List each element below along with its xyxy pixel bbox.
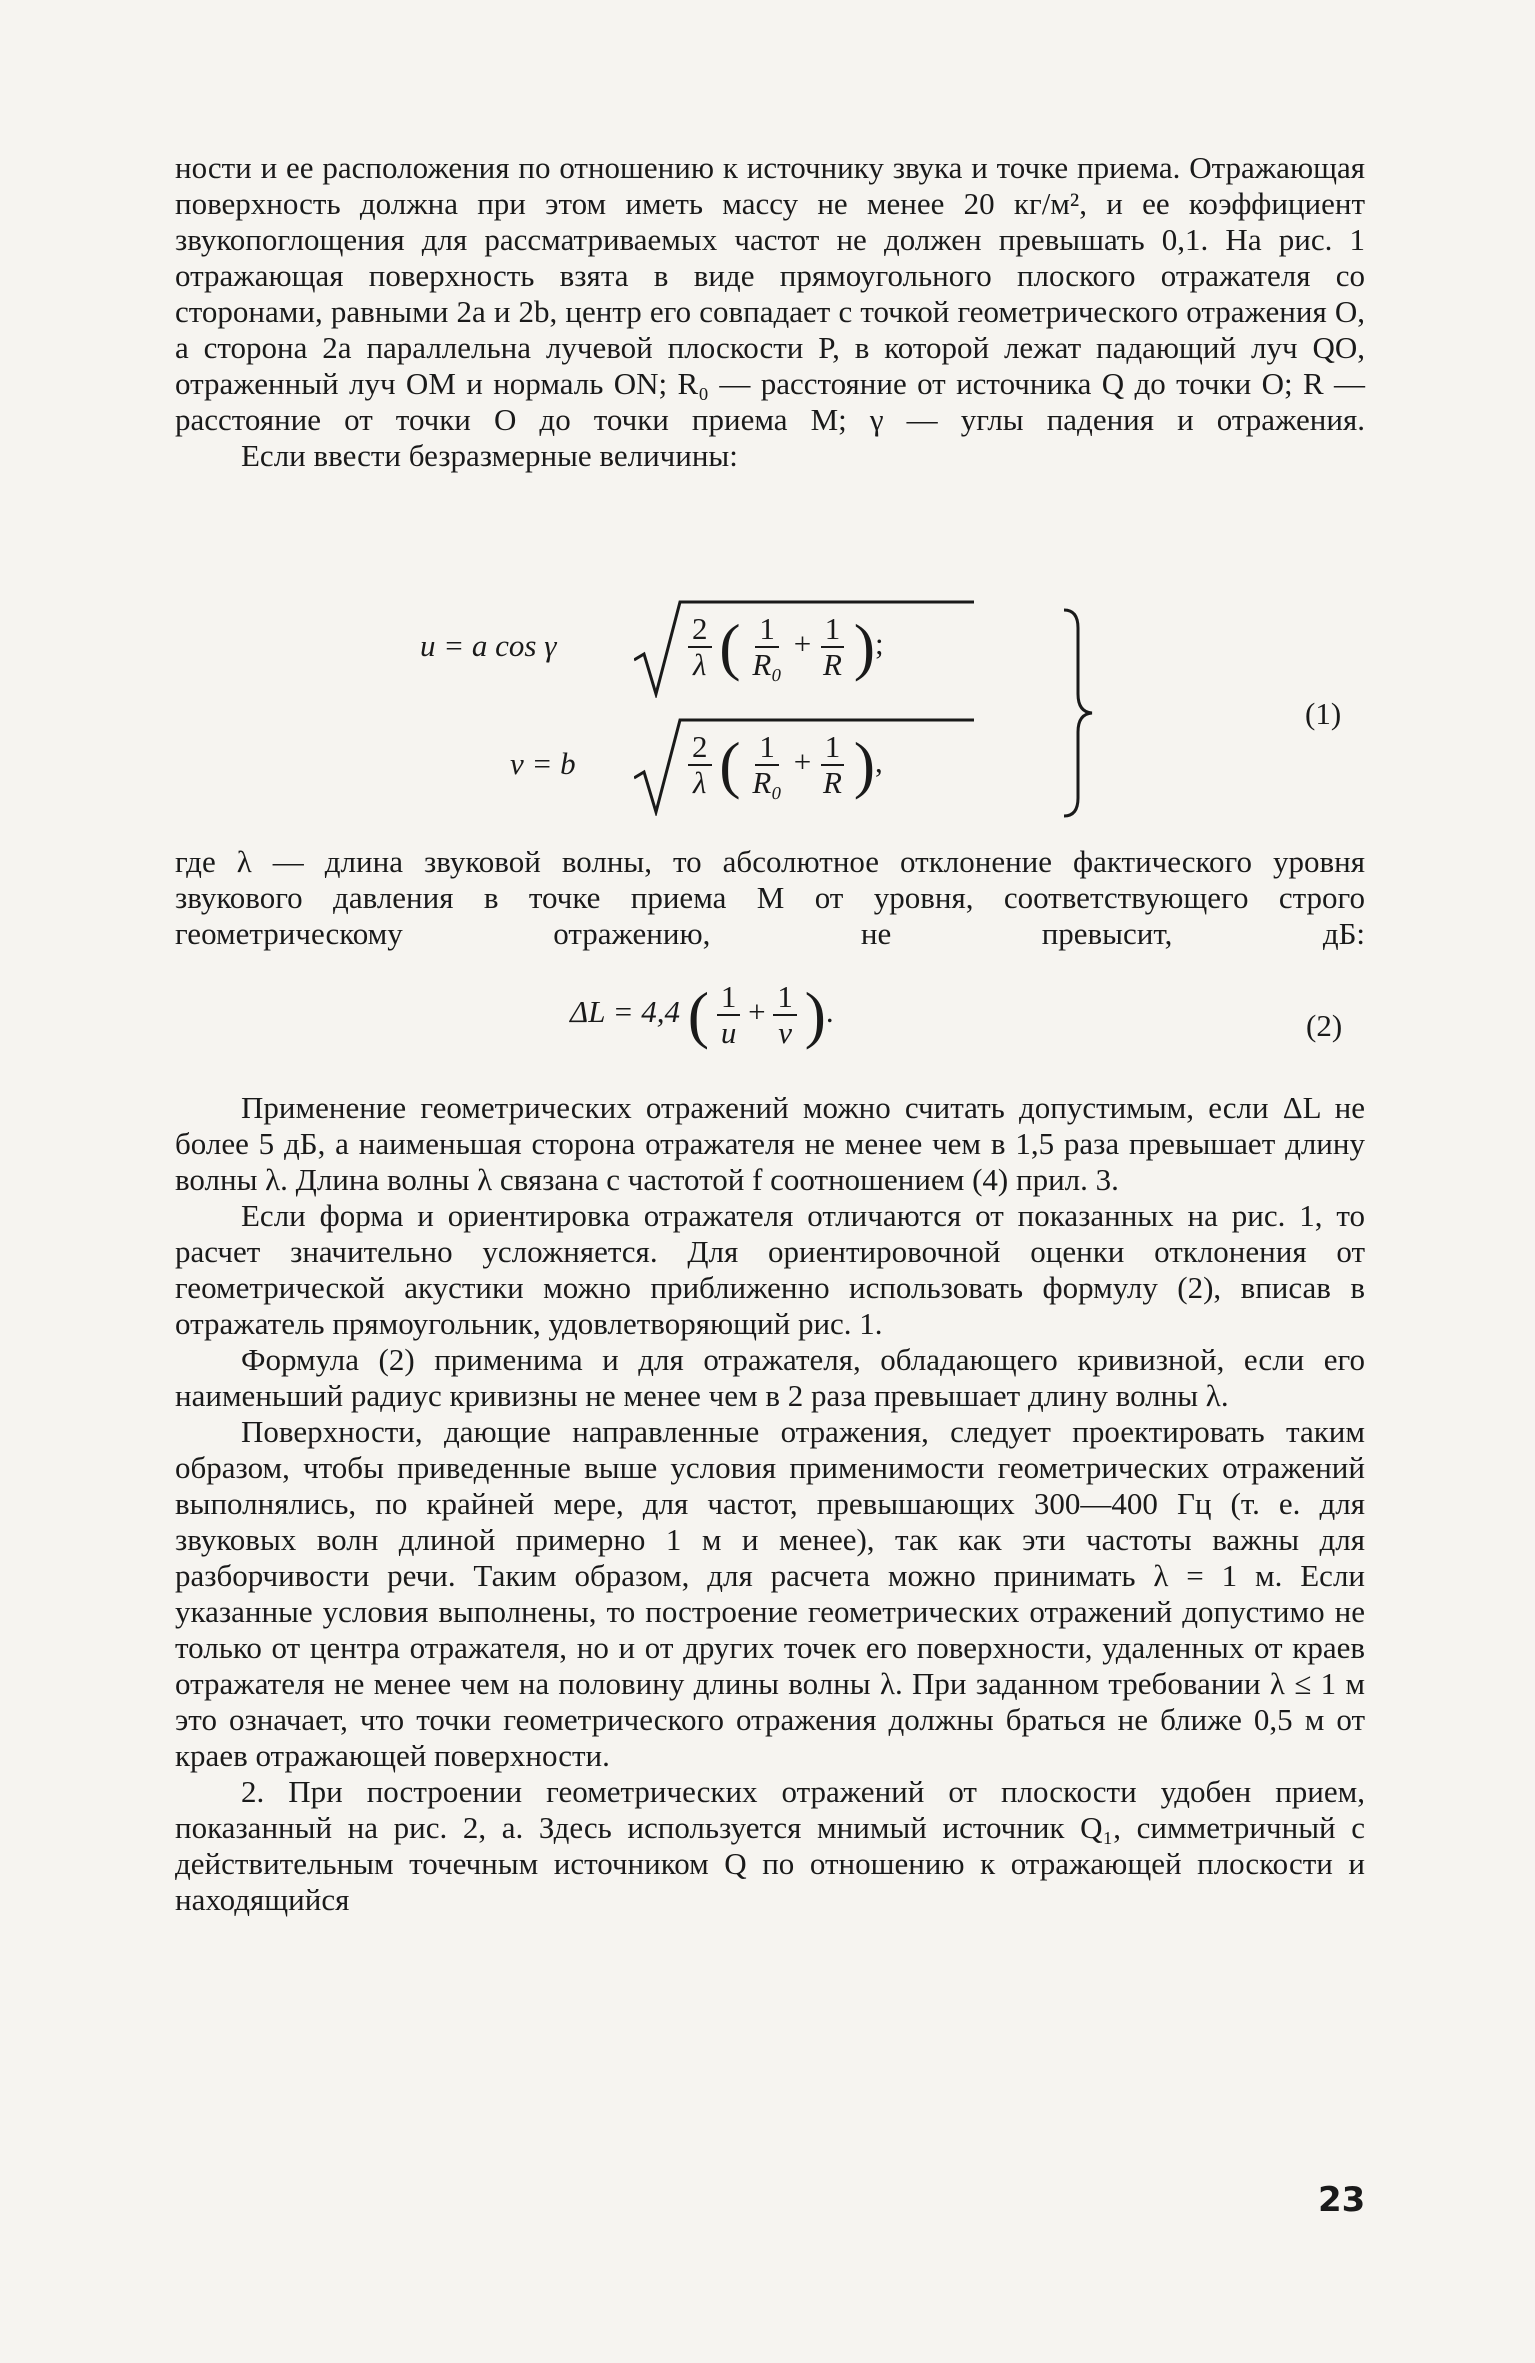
eq1-v-lhs: v = b xyxy=(510,746,576,781)
equation-1-number: (1) xyxy=(1305,696,1342,731)
paragraph-1: ности и ее расположения по отношению к источнику звука и точке приема. Отражающая поверхность должна при этом иметь массу не менее 20 кг/м², и ее коэффициент звукопоглощения для рассматриваемых частот не должен превышать 0,1. На рис. 1 отражающая поверхность взята в виде прямоугольного плоского отражателя со сторонами, равными 2a и 2b, центр его совпадает с точкой геометрического отражения O, а сторона 2a параллельна лучевой плоскости P, в которой лежат падающий луч QO, отраженный луч OM и нормаль ON; R₀ — расстояние от источника Q до точки O; R — расстояние от точки O до точки приема M; γ — углы падения и отражения. xyxy=(175,150,1365,437)
eq2-lhs: ΔL = 4,4 xyxy=(570,994,681,1030)
eq1-u-frac: $\frac{2}{\lambda}$ xyxy=(688,612,712,682)
text-block-bottom xyxy=(175,1090,1365,1918)
equation-2-number: (2) xyxy=(1306,1008,1343,1043)
paragraph-8: 2. При построении геометрических отражений от плоскости удобен прием, показанный на рис. 2, а. Здесь используется мнимый источник Q₁, симметричный с действительным точечным источником Q по отношению к отражающей плоскости и находящийся xyxy=(175,1774,1365,1917)
paragraph-2: Если ввести безразмерные величины: xyxy=(241,438,738,473)
paragraph-3: где λ — длина звуковой волны, то абсолютное отклонение фактического уровня звукового давления в точке приема M от уровня, соответствующего строго геометрическому отражению, не превысит, дБ: xyxy=(175,844,1365,951)
text-block-mid xyxy=(175,844,1365,952)
eq1-u-lhs: u = a cos γ xyxy=(420,628,557,663)
paragraph-6: Формула (2) применима и для отражателя, обладающего кривизной, если его наименьший радиус кривизны не менее чем в 2 раза превышает длину волны λ. xyxy=(175,1342,1365,1413)
paragraph-4: Применение геометрических отражений можно считать допустимым, если ΔL не более 5 дБ, а наименьшая сторона отражателя не менее чем в 1,5 раза превышает длину волны λ. Длина волны λ связана с частотой f соотношением (4) прил. 3. xyxy=(175,1090,1365,1197)
paragraph-7: Поверхности, дающие направленные отражения, следует проектировать таким образом, чтобы приведенные выше условия применимости геометрических отражений выполнялись, по крайней мере, для частот, превышающих 300—400 Гц (т. е. для звуковых волн длиной примерно 1 м и менее), так как эти частоты важны для разборчивости речи. Таким образом, для расчета можно принимать λ = 1 м. Если указанные условия выполнены, то построение геометрических отражений допустимо не только от центра отражателя, но и от других точек его поверхности, удаленных от краев отражателя не менее чем на половину длины волны λ. При заданном требовании λ ≤ 1 м это означает, что точки геометрического отражения должны браться не ближе 0,5 м от краев отражающей поверхности. xyxy=(175,1414,1365,1773)
equation-1: u = a cos γ $\frac{2}{\lambda}$ ( $\frac{1}{\text{R₀}}$ + $\frac{1}{R}$ ); v = b $\frac{2}{\lambda}$ ( $\frac{1}{\text{R₀}}$ + $\frac{1}{R}$ ), xyxy=(420,598,1120,828)
paragraph-5: Если форма и ориентировка отражателя отличаются от показанных на рис. 1, то расчет значительно усложняется. Для ориентировочной оценки отклонения от геометрической акустики можно приближенно использовать формулу (2), вписав в отражатель прямоугольник, удовлетворяющий рис. 1. xyxy=(175,1198,1365,1341)
page-number: 23 xyxy=(1318,2180,1366,2220)
text-block-top xyxy=(175,150,1365,474)
eq1-v-frac: $\frac{2}{\lambda}$ xyxy=(688,730,712,800)
equation-2: ΔL = 4,4 ( $\frac{1}{u}$ + $\frac{1}{v}$ ). xyxy=(570,979,834,1050)
right-brace-icon xyxy=(1060,608,1100,818)
